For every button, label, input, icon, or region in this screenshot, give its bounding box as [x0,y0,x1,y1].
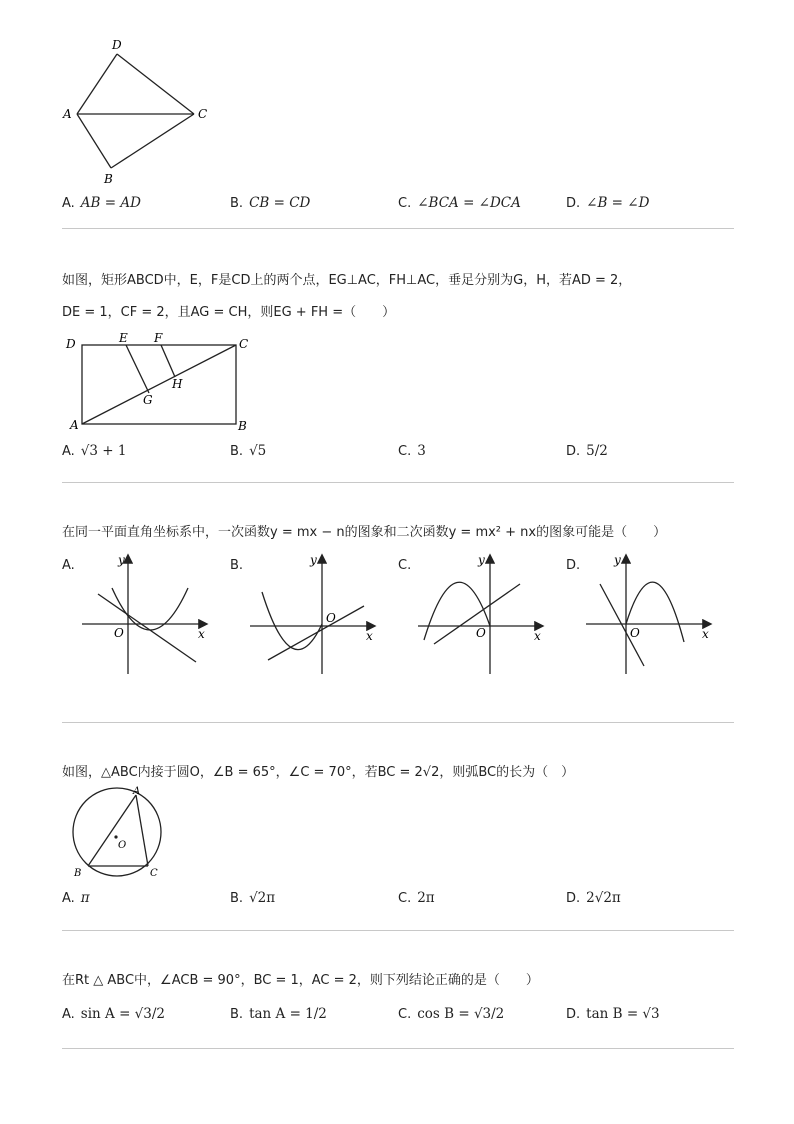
q3-option-d-label[interactable]: D. [566,558,581,573]
axis-label-y: y [310,553,317,567]
q3-option-c-label[interactable]: C. [398,558,412,573]
q2-label-h: H [172,377,183,391]
q4-stem-line1: 如图，△ABC内接于圆O，∠B = 65°，∠C = 70°，若BC = 2√2，则弧BC的长为（ ） [62,765,575,780]
divider [62,228,734,229]
q3-stem-line1: 在同一平面直角坐标系中，一次函数y = mx − n的图象和二次函数y = mx² + nx的图象可能是（ ） [62,525,667,540]
q5-stem-line1: 在Rt △ ABC中，∠ACB = 90°，BC = 1，AC = 2，则下列结论正确的是（ ） [62,973,539,988]
q3-graph-d[interactable] [582,548,722,678]
q4-figure [64,786,174,881]
option-letter: C. [398,196,412,211]
q2-label-g: G [143,393,153,407]
axis-label-x: x [366,629,373,643]
axis-label-y: y [478,553,485,567]
q2-option-b[interactable] [230,442,266,461]
q5-option-d[interactable] [566,1005,660,1024]
q1-option-d[interactable] [566,194,649,213]
q1-option-b[interactable] [230,194,310,213]
q2-figure [60,330,260,435]
q4-label-o: O [118,840,127,851]
q2-stem-line2: DE = 1，CF = 2，且AG = CH，则EG + FH =（ ） [62,305,396,320]
q4-label-a: A [133,786,141,797]
option-letter: D. [566,1007,581,1022]
option-text: √2π [249,890,276,906]
axis-label-x: x [534,629,541,643]
option-text: cos B = √3/2 [417,1006,505,1022]
q5-option-a[interactable] [62,1005,165,1024]
q1-option-c[interactable] [398,194,521,213]
option-text: CB = CD [249,195,311,211]
q4-option-a[interactable] [62,889,90,908]
q5-option-b[interactable] [230,1005,327,1024]
q3-option-a-label[interactable]: A. [62,558,75,573]
q5-option-c[interactable] [398,1005,504,1024]
option-letter: C. [398,444,412,459]
axis-label-x: x [702,627,709,641]
option-letter: D. [566,891,581,906]
origin-label: O [476,626,486,640]
q1-option-a[interactable] [62,194,141,213]
q1-figure [55,35,225,190]
option-letter: D. [566,196,581,211]
q2-label-c: C [239,337,249,351]
q2-option-a[interactable] [62,442,126,461]
q2-option-c[interactable] [398,442,426,461]
option-text: 2π [417,890,435,906]
divider [62,1048,734,1049]
option-text: π [80,890,90,906]
q4-option-b[interactable] [230,889,275,908]
divider [62,930,734,931]
origin-label: O [630,626,640,640]
q4-label-c: C [150,868,158,879]
option-letter: C. [398,891,412,906]
option-text: ∠BCA = ∠DCA [417,195,521,211]
option-text: sin A = √3/2 [80,1006,166,1022]
axis-label-y: y [118,553,125,567]
option-letter: B. [230,444,244,459]
q1-label-a: A [63,107,72,121]
axis-label-y: y [614,553,621,567]
q1-label-d: D [112,38,122,52]
q3-graph-a[interactable] [78,548,218,678]
origin-label: O [114,626,124,640]
option-text: 2√2π [586,890,621,906]
option-text: √3 + 1 [80,443,127,459]
option-letter: D. [566,444,581,459]
q2-label-b: B [238,419,247,433]
q3-graph-c[interactable] [414,548,554,678]
option-text: tan B = √3 [586,1006,660,1022]
option-letter: B. [230,891,244,906]
option-text: tan A = 1/2 [249,1006,327,1022]
option-letter: A. [62,1007,75,1022]
q2-label-d: D [66,337,76,351]
option-letter: A. [62,196,75,211]
option-letter: C. [398,1007,412,1022]
option-letter: B. [230,196,244,211]
option-letter: A. [62,891,75,906]
option-letter: B. [230,1007,244,1022]
q3-graph-b[interactable] [246,548,386,678]
option-letter: A. [62,444,75,459]
origin-label: O [326,611,336,625]
q1-label-b: B [104,172,113,186]
divider [62,482,734,483]
option-text: √5 [249,443,267,459]
option-text: ∠B = ∠D [586,195,650,211]
q2-label-e: E [119,331,128,345]
q1-label-c: C [198,107,208,121]
q3-option-b-label[interactable]: B. [230,558,244,573]
divider [62,722,734,723]
q2-label-a: A [70,418,79,432]
q4-option-d[interactable] [566,889,621,908]
option-text: 3 [417,443,426,459]
option-text: AB = AD [80,195,141,211]
q2-label-f: F [154,331,163,345]
q4-label-b: B [74,868,82,879]
axis-label-x: x [198,627,205,641]
q2-stem-line1: 如图，矩形ABCD中，E，F是CD上的两个点，EG⊥AC，FH⊥AC，垂足分别为G，H，若AD = 2， [62,273,632,288]
q2-option-d[interactable] [566,442,608,461]
q4-option-c[interactable] [398,889,435,908]
option-text: 5/2 [586,443,608,459]
